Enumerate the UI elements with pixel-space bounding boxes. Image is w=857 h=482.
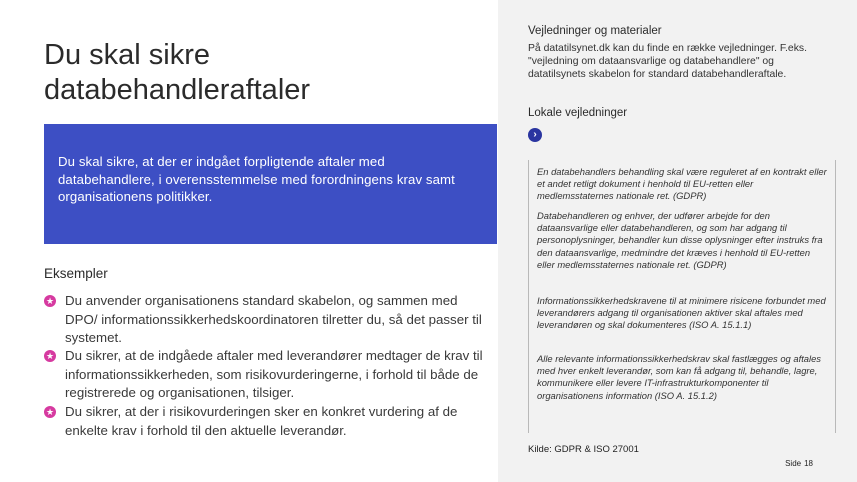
- example-text: Du sikrer, at de indgåede aftaler med leverandører medtager de krav til informationssikkerheden, som risikovurderingerne, i forhold til både de registrerede og organisationen, tilsiger.: [65, 348, 483, 400]
- star-icon: ★: [45, 407, 55, 417]
- guideline-item: Informationssikkerhedskravene til at minimere risicene forbundet med leverandørers adgang til organisationen aktiver skal aftales med leverandøren og skal dokumenteres (ISO A. 15.1.1): [537, 295, 826, 331]
- guideline-item: Alle relevante informationssikkerhedskrav skal fastlægges og aftales med hver enkelt leverandør, som kan få adgang til, behandle, lagre, kommunikere eller levere IT-infrastrukturkomponenter til organisationens information (ISO A. 15.1.2): [537, 353, 821, 401]
- sidebar-intro: På datatilsynet.dk kan du finde en række vejledninger. F.eks. "vejledning om dataansvarlige og databehandlere" og datatilsynets skabelon for standard databehandleraftale.: [528, 43, 807, 80]
- example-text: Du sikrer, at der i risikovurderingen sker en konkret vurdering af de enkelte krav i forhold til den aktuelle leverandør.: [65, 404, 458, 438]
- star-icon: ★: [45, 351, 55, 361]
- guidelines-list: [528, 160, 836, 433]
- source-note: Kilde: GDPR & ISO 27001: [528, 444, 639, 455]
- local-guides-heading: Lokale vejledninger: [528, 107, 628, 119]
- chevron-right-icon[interactable]: ›: [528, 128, 542, 142]
- examples-heading: Eksempler: [44, 266, 108, 281]
- page-number-value: 18: [804, 459, 813, 468]
- page-number: [785, 459, 813, 468]
- page-title: Du skal sikre databehandleraftaler: [44, 39, 311, 106]
- requirement-box: [44, 124, 497, 244]
- requirement-text: Du skal sikre, at der er indgået forpligtende aftaler med databehandlere, i overensstemmelse med forordningens krav samt organisationens politikker.: [58, 154, 455, 204]
- star-icon: ★: [45, 296, 55, 306]
- guideline-item: Databehandleren og enhver, der udfører arbejde for den dataansvarlige eller databehandleren, og som har adgang til personoplysninger, behandler kun disse oplysninger efter instruks fra den dataansvarlige, medmindre det kræves i henhold til EU-retten eller medlemsstaternes nationale ret. (GDPR): [537, 210, 823, 270]
- guideline-item: En databehandlers behandling skal være reguleret af en kontrakt eller et andet retligt dokument i henhold til EU-retten eller medlemsstaternes nationale ret. (GDPR): [537, 166, 827, 202]
- page-label: Side: [785, 459, 802, 468]
- example-text: Du anvender organisationens standard skabelon, og sammen med DPO/ informationssikkerhedskoordinatoren tilretter du, så det passer til systemet.: [65, 293, 482, 345]
- sidebar-heading: Vejledninger og materialer: [528, 25, 662, 37]
